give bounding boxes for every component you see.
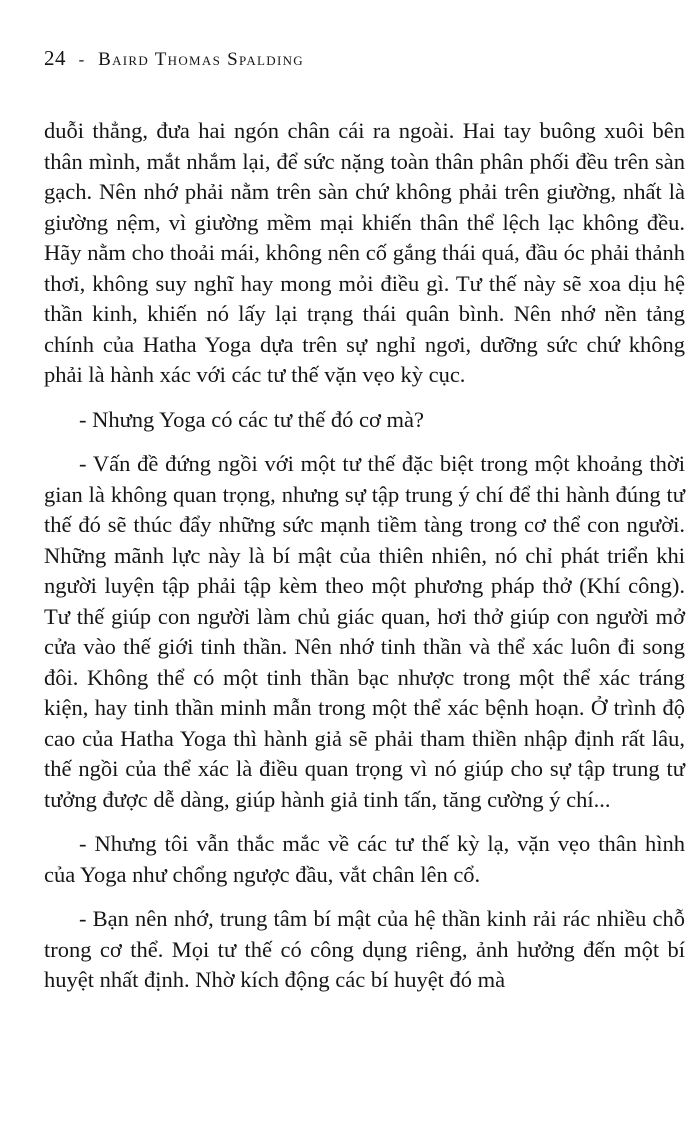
author-name: Baird Thomas Spalding — [98, 49, 304, 70]
page-number: 24 — [44, 46, 66, 70]
header-separator: - — [78, 50, 86, 69]
running-header — [44, 40, 685, 76]
paragraph-question-1: - Nhưng Yoga có các tư thế đó cơ mà? — [79, 406, 424, 432]
paragraph-continuation: duỗi thẳng, đưa hai ngón chân cái ra ngoài. Hai tay buông xuôi bên thân mình, mắt nhắm lại, để sức nặng toàn thân phân phối đều trên sàn gạch. Nên nhớ phải nằm trên sàn chứ không phải trên giường, nhất là giường nệm, vì giường mềm mại khiến thân thể lệch lạc không đều. Hãy nằm cho thoải mái, không nên cố gắng thái quá, đầu óc phải thảnh thơi, không suy nghĩ hay mong mỏi điều gì. Tư thế này sẽ xoa dịu hệ thần kinh, khiến nó lấy lại trạng thái quân bình. Nên nhớ nền tảng chính của Hatha Yoga dựa trên sự nghỉ ngơi, dưỡng sức chứ không phải là hành xác với các tư thế vặn vẹo kỳ cục. — [44, 118, 685, 387]
body-text — [44, 116, 685, 996]
paragraph-answer-2: - Bạn nên nhớ, trung tâm bí mật của hệ thần kinh rải rác nhiều chỗ trong cơ thể. Mọi tư thế có công dụng riêng, ảnh hưởng đến một bí huyệt nhất định. Nhờ kích động các bí huyệt đó mà — [44, 906, 685, 992]
paragraph-answer-1: - Vấn đề đứng ngồi với một tư thế đặc biệt trong một khoảng thời gian là không quan trọng, nhưng sự tập trung ý chí để thi hành đúng tư thế đó sẽ thúc đẩy những sức mạnh tiềm tàng trong cơ thể con người. Những mãnh lực này là bí mật của thiên nhiên, nó chỉ phát triển khi người luyện tập phải tập kèm theo một phương pháp thở (Khí công). Tư thế giúp con người làm chủ giác quan, hơi thở giúp con người mở cửa vào thế giới tinh thần. Nên nhớ tinh thần và thể xác luôn đi song đôi. Không thể có một tinh thần bạc nhược trong một thể xác tráng kiện, hay tinh thần minh mẫn trong một thể xác bệnh hoạn. Ở trình độ cao của Hatha Yoga thì hành giả sẽ phải tham thiền nhập định rất lâu, thế ngồi của thể xác là điều quan trọng vì nó giúp cho sự tập trung tư tưởng được dễ dàng, giúp hành giả tinh tấn, tăng cường ý chí... — [44, 451, 685, 812]
paragraph-question-2: - Nhưng tôi vẫn thắc mắc về các tư thế kỳ lạ, vặn vẹo thân hình của Yoga như chổng ngược đầu, vắt chân lên cổ. — [44, 831, 685, 887]
